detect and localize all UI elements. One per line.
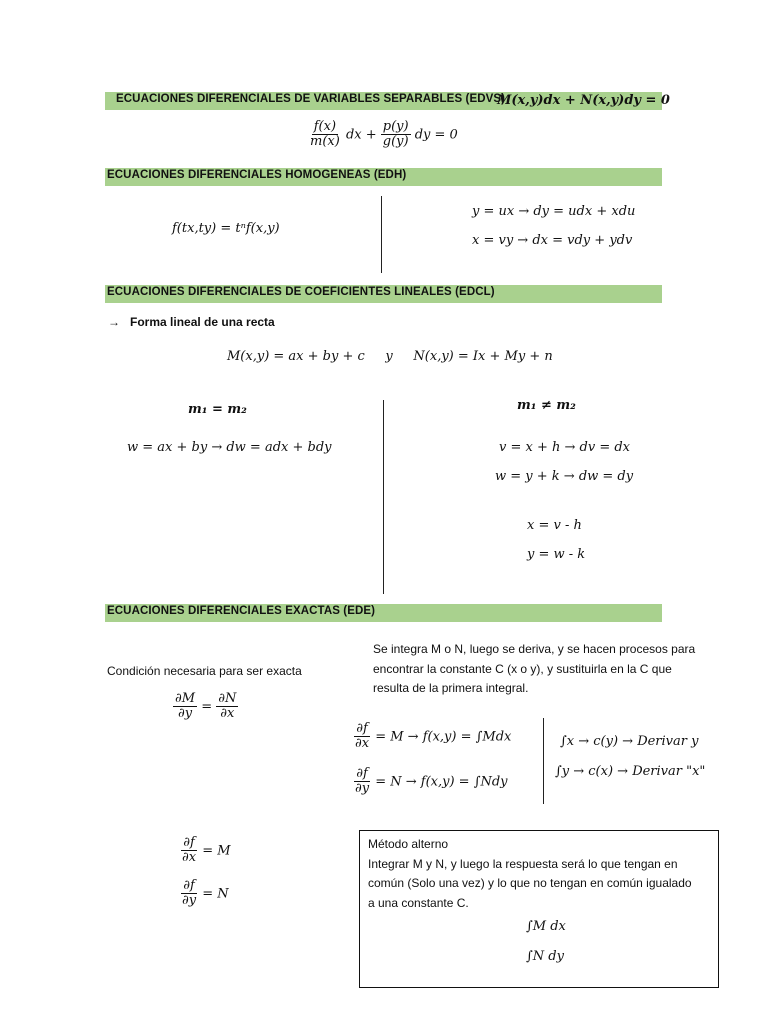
- equals-m: = M: [202, 843, 231, 859]
- fraction: [173, 692, 197, 722]
- text-line: Se integra M o N, luego se deriva, y se hacen procesos para: [373, 642, 696, 656]
- fraction: [353, 722, 371, 752]
- denominator: m(x): [310, 134, 340, 150]
- section-title: ECUACIONES DIFERENCIALES DE COEFICIENTES LINEALES (EDCL): [107, 286, 495, 298]
- partial-f-x: [180, 836, 231, 866]
- section-title: ECUACIONES DIFERENCIALES HOMOGENEAS (EDH): [107, 169, 407, 181]
- numerator: ∂M: [175, 691, 196, 706]
- integral-m: ∫M dx: [526, 919, 566, 934]
- fraction: [381, 120, 411, 150]
- bullet-text: Forma lineal de una recta: [130, 315, 275, 329]
- numerator: ∂f: [356, 766, 368, 781]
- text-line: Integrar M y N, y luego la respuesta será lo que tengan en: [368, 856, 678, 871]
- fraction: [308, 120, 342, 150]
- inverse-y: y = w - k: [527, 547, 586, 562]
- substitution-w: w = y + k → dw = dy: [495, 469, 634, 484]
- section-title: ECUACIONES DIFERENCIALES EXACTAS (EDE): [107, 605, 376, 617]
- substitution-y: y = ux → dy = udx + xdu: [472, 204, 636, 219]
- fraction: [216, 692, 238, 722]
- denominator: ∂y: [182, 893, 197, 909]
- integral-n: ∫N dy: [526, 949, 564, 964]
- section-header-edcl: [105, 285, 662, 303]
- column-divider: [381, 196, 382, 273]
- column-divider: [383, 400, 384, 594]
- term: dx +: [345, 127, 377, 143]
- substitution-v: v = x + h → dv = dx: [499, 440, 630, 455]
- equals: =: [201, 699, 213, 715]
- integration-step-x: [353, 722, 511, 752]
- bullet-line: [108, 315, 275, 329]
- text-line: encontrar la constante C (x o y), y sustituirla en la C que: [373, 661, 672, 676]
- edvs-separated-equation: [308, 120, 458, 150]
- linear-coefficient-forms: M(x,y) = ax + by + c y N(x,y) = Ix + My + n: [227, 349, 553, 364]
- numerator: ∂f: [356, 721, 368, 736]
- text-line: a una constante C.: [368, 895, 469, 910]
- denominator: ∂x: [355, 736, 370, 752]
- denominator: ∂y: [355, 781, 370, 797]
- case-equal-slopes: m₁ = m₂: [188, 402, 247, 417]
- rule-integrate-x: ∫x → c(y) → Derivar y: [560, 734, 699, 749]
- inverse-x: x = v - h: [527, 518, 582, 533]
- denominator: ∂x: [220, 706, 235, 722]
- numerator: ∂N: [218, 691, 237, 706]
- equals-n: = N: [202, 886, 229, 902]
- denominator: ∂y: [177, 706, 193, 722]
- case-different-slopes: m₁ ≠ m₂: [517, 398, 576, 413]
- column-divider: [543, 718, 544, 804]
- alternate-method-text: [368, 835, 692, 913]
- denominator: g(y): [382, 134, 409, 150]
- rule-integrate-y: ∫y → c(x) → Derivar "x": [555, 764, 706, 779]
- section-header-edh: [105, 168, 662, 186]
- integration-step-y: [353, 767, 508, 797]
- text-line: común (Solo una vez) y lo que no tengan en común igualado: [368, 876, 692, 890]
- arrow-icon: →: [108, 315, 120, 329]
- numerator: ∂f: [183, 835, 195, 850]
- exactness-condition: [173, 692, 238, 722]
- step-text: = M → f(x,y) = ∫Mdx: [375, 729, 512, 745]
- step-text: = N → f(x,y) = ∫Ndy: [375, 774, 508, 790]
- fraction: [353, 767, 371, 797]
- box-title: Método alterno: [368, 837, 449, 851]
- equal-slopes-substitution: w = ax + by → dw = adx + bdy: [127, 440, 332, 455]
- alternate-method-box: [359, 830, 719, 988]
- section-header-ede: [105, 604, 662, 622]
- text-line: resulta de la primera integral.: [373, 681, 529, 695]
- denominator: ∂x: [182, 850, 197, 866]
- numerator: p(y): [382, 119, 409, 134]
- partial-f-y: [180, 879, 229, 909]
- term: dy = 0: [414, 127, 458, 143]
- substitution-x: x = vy → dx = vdy + ydv: [472, 233, 633, 248]
- numerator: f(x): [313, 119, 337, 134]
- exactness-condition-label: Condición necesaria para ser exacta: [107, 664, 302, 678]
- fraction: [180, 879, 198, 909]
- numerator: ∂f: [183, 878, 195, 893]
- section-header-edvs: [105, 92, 670, 110]
- exact-procedure-text: [373, 640, 695, 699]
- homogeneity-condition: f(tx,ty) = tⁿf(x,y): [172, 221, 280, 236]
- section-title: ECUACIONES DIFERENCIALES DE VARIABLES SEPARABLES (EDVS): [116, 93, 506, 105]
- edvs-general-form: M(x,y)dx + N(x,y)dy = 0: [497, 93, 670, 108]
- fraction: [180, 836, 198, 866]
